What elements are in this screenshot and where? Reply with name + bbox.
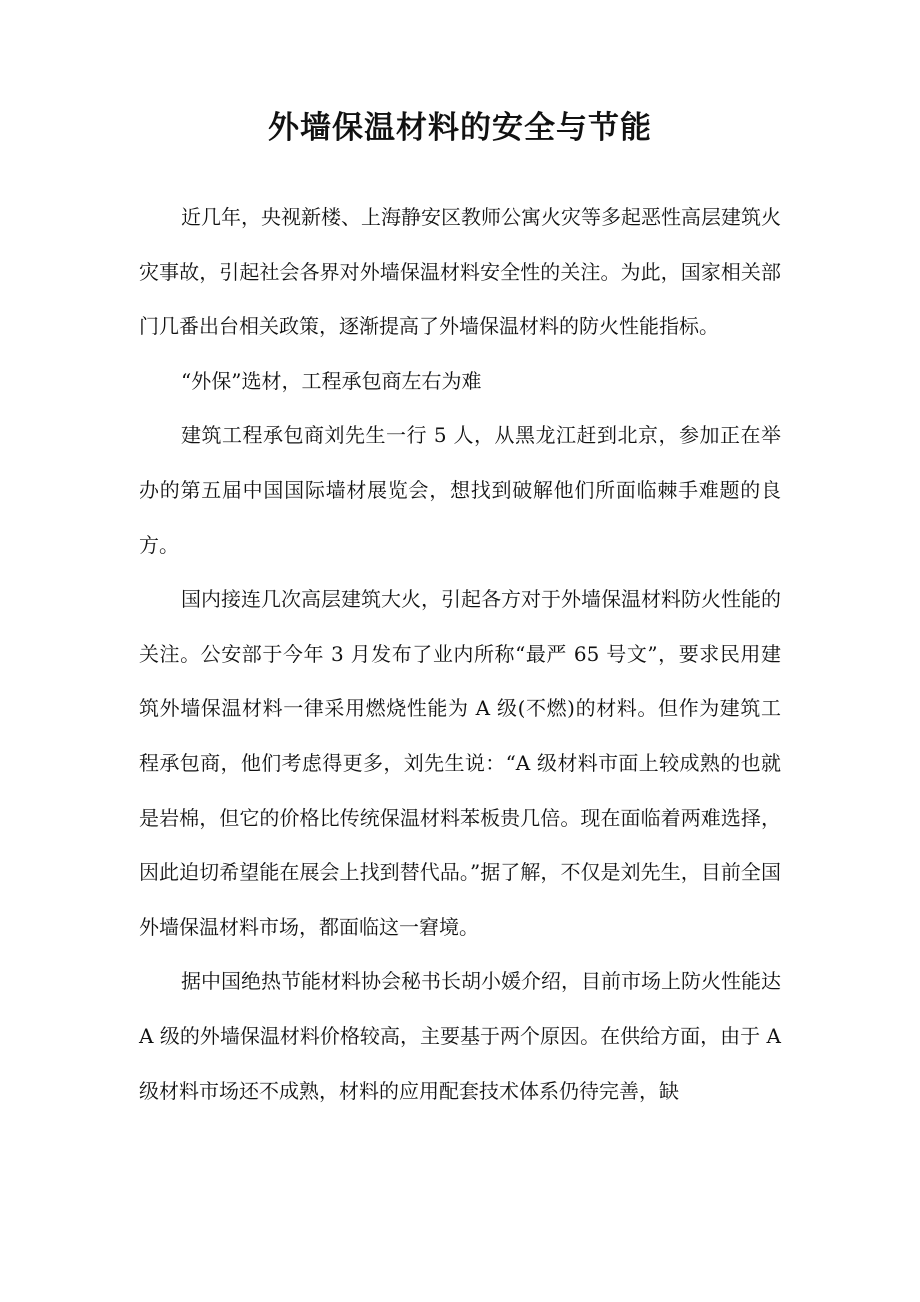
paragraph-association: 据中国绝热节能材料协会秘书长胡小媛介绍，目前市场上防火性能达 A 级的外墙保温材料价格较高，主要基于两个原因。在供给方面，由于 A 级材料市场还不成熟，材料的应用配套技术体系仍待完善，缺 <box>139 969 781 1103</box>
paragraph-contractor: 建筑工程承包商刘先生一行 5 人，从黑龙江赶到北京，参加正在举办的第五届中国国际墙材展览会，想找到破解他们所面临棘手难题的良方。 <box>139 423 781 557</box>
paragraph-policy: 国内接连几次高层建筑大火，引起各方对于外墙保温材料防火性能的关注。公安部于今年 3 月发布了业内所称“最严 65 号文”，要求民用建筑外墙保温材料一律采用燃烧性能为 A 级(不燃)的材料。但作为建筑工程承包商，他们考虑得更多，刘先生说：“A 级材料市面上较成熟的也就是岩棉，但它的价格比传统保温材料苯板贵几倍。现在面临着两难选择，因此迫切希望能在展会上找到替代品。”据了解，不仅是刘先生，目前全国外墙保温材料市场，都面临这一窘境。 <box>139 587 781 939</box>
paragraph-intro: 近几年，央视新楼、上海静安区教师公寓火灾等多起恶性高层建筑火灾事故，引起社会各界对外墙保温材料安全性的关注。为此，国家相关部门几番出台相关政策，逐渐提高了外墙保温材料的防火性能指标。 <box>139 205 781 339</box>
section-heading: “外保”选材，工程承包商左右为难 <box>181 368 482 393</box>
document-title: 外墙保温材料的安全与节能 <box>268 110 652 146</box>
document-body <box>139 190 781 1118</box>
